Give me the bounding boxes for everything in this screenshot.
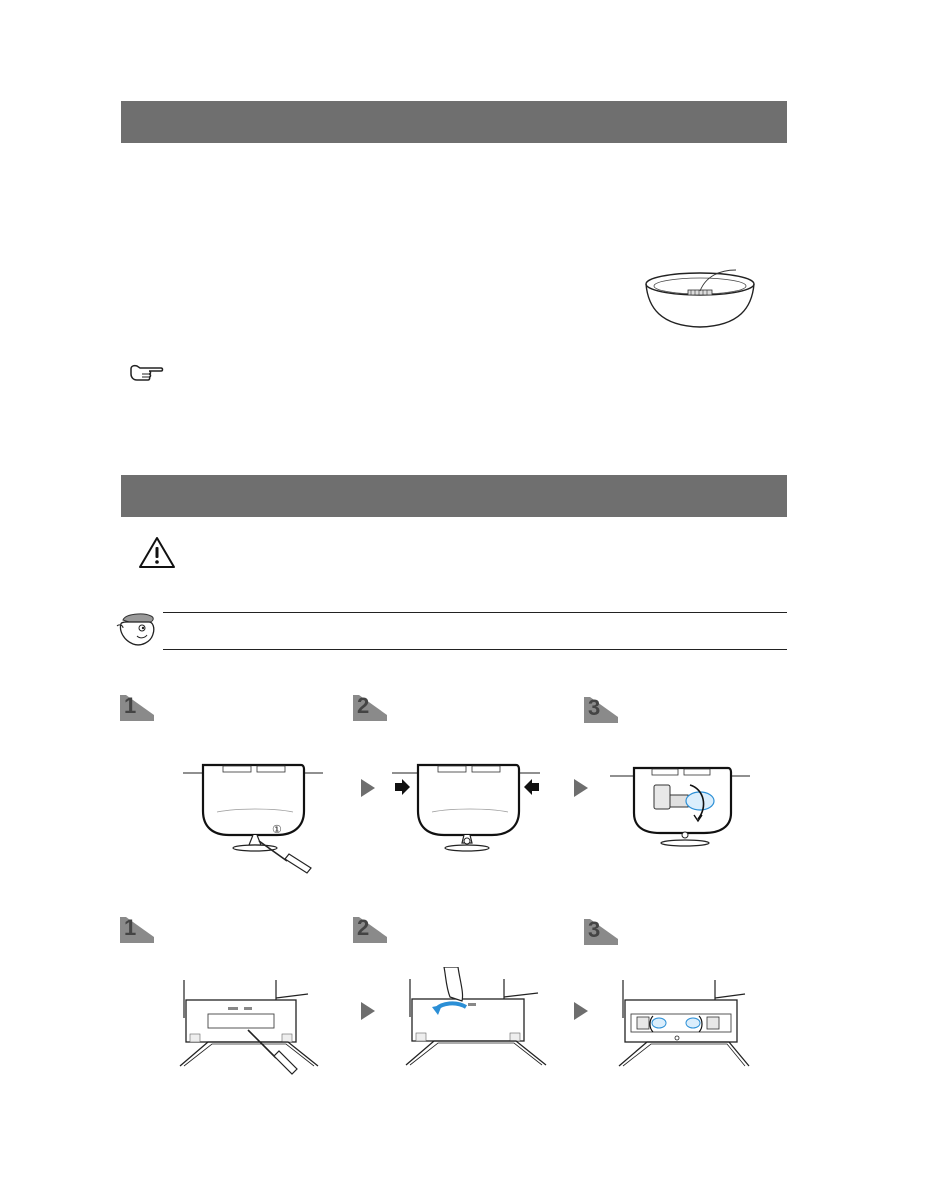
step-badge-b1	[120, 917, 154, 943]
step-badge-b3	[584, 919, 618, 945]
step-number: 2	[357, 693, 370, 718]
step-badge-a2	[353, 695, 387, 721]
panel-slide-illustration	[404, 967, 552, 1077]
lamp-cover-squeeze-illustration	[392, 755, 542, 875]
step-number: 2	[357, 915, 370, 940]
callout-number: ①	[272, 824, 282, 836]
next-step-arrow	[361, 779, 375, 797]
step-number: 1	[124, 915, 137, 940]
section-header-bar-2	[121, 475, 787, 517]
pointing-hand-icon	[128, 363, 164, 383]
lamp-cover-screw-illustration	[183, 755, 328, 875]
step-badge-a1	[120, 695, 154, 721]
panel-screw-illustration	[178, 978, 328, 1078]
step-number: 3	[588, 917, 601, 942]
section-header-bar-1	[121, 101, 787, 143]
step-number: 3	[588, 695, 601, 720]
step-number: 1	[124, 693, 137, 718]
next-step-arrow	[361, 1002, 375, 1020]
next-step-arrow	[574, 779, 588, 797]
step-badge-a3	[584, 697, 618, 723]
tip-rule-bottom	[163, 649, 787, 650]
next-step-arrow	[574, 1002, 588, 1020]
bulb-replacement-illustration	[610, 755, 755, 855]
step-badge-b2	[353, 917, 387, 943]
warning-triangle-icon	[137, 535, 177, 571]
tip-rule-top	[163, 612, 787, 613]
bowl-with-filter-illustration	[640, 262, 760, 332]
bulbs-exposed-illustration	[617, 978, 752, 1070]
cartoon-face-icon	[115, 612, 161, 648]
